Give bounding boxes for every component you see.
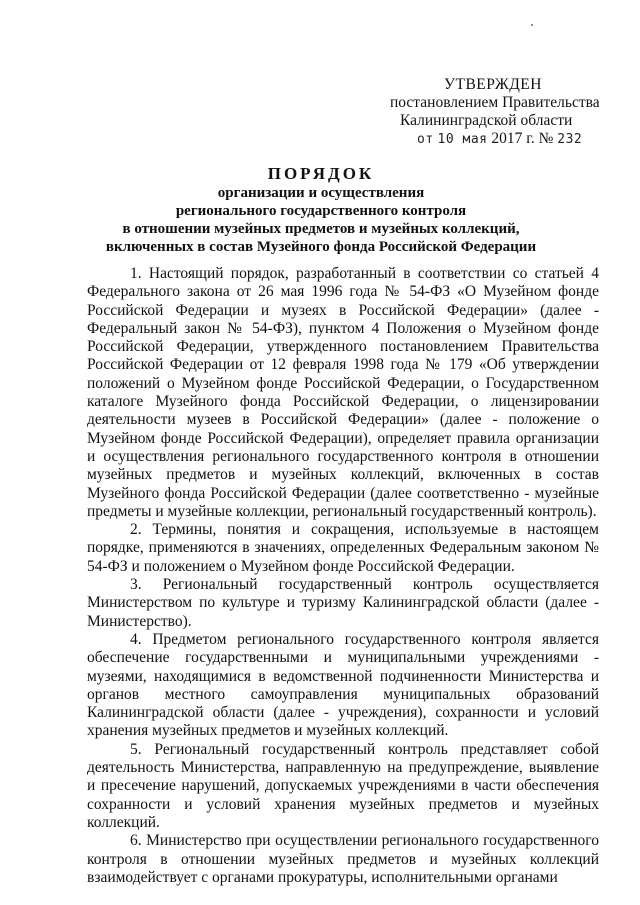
document-heading [88, 164, 554, 256]
date-prefix: от [417, 132, 434, 147]
approval-line-1: постановлением Правительства [390, 94, 600, 111]
paragraph-3: 3. Региональный государственный контроль осуществляется Министерством по культуре и туризму Калининградской области (далее - Министерство). [87, 576, 599, 630]
approval-stamp [372, 76, 612, 149]
heading-line-3: в отношении музейных предметов и музейных коллекций, [122, 221, 520, 237]
paragraph-1: 1. Настоящий порядок, разработанный в соответствии со статьей 4 Федерального закона от 26 мая 1996 года № 54-ФЗ «О Музейном фонде Российской Федерации и музеях в Российской Федерации» (далее - Федеральный закон № 54-ФЗ), пунктом 4 Положения о Музейном фонде Российской Федерации, утвержденного постановлением Правительства Российской Федерации от 12 февраля 1998 года № 179 «Об утверждении положений о Музейном фонде Российской Федерации, о Государственном каталоге Музейного фонда Российской Федерации, о лицензировании деятельности музеев в Российской Федерации» (далее - положение о Музейном фонде Российской Федерации), определяет правила организации и осуществления регионального государственного контроля в отношении музейных предметов и музейных коллекций, включенных в состав Музейного фонда Российской Федерации (далее соответственно - музейные предметы и музейные коллекции, региональный государственный контроль). [87, 265, 599, 520]
number-handwritten: 232 [557, 132, 583, 147]
paragraph-4: 4. Предметом регионального государственного контроля является обеспечение государственными и муниципальными учреждениями - музеями, находящимися в ведомственной подчиненности Министерства и органов местного самоуправления муниципальных образований Калининградской области (далее - учреждения), сохранности и условий хранения музейных предметов и музейных коллекций. [87, 630, 599, 740]
year-text: 2017 г. № [491, 130, 554, 147]
paragraph-2: 2. Термины, понятия и сокращения, используемые в настоящем порядке, применяются в значениях, определенных Федеральным законом № 54-ФЗ и положением о Музейном фонде Российской Федерации. [87, 521, 599, 575]
approval-line-2: Калининградской области [400, 112, 573, 129]
heading-line-2: регионального государственного контроля [175, 203, 467, 219]
heading-line-4: включенных в состав Музейного фонда Российской Федерации [105, 239, 537, 255]
document-body [87, 265, 599, 887]
heading-line-1: организации и осуществления [217, 185, 425, 201]
paragraph-5: 5. Региональный государственный контроль представляет собой деятельность Министерства, направленную на предупреждение, выявление и пресечение нарушений, допускаемых учреждениями в части обеспечения сохранности и условий хранения музейных предметов и музейных коллекций. [87, 740, 599, 831]
document-title: ПОРЯДОК [267, 164, 375, 183]
paragraph-6: 6. Министерство при осуществлении регионального государственного контроля в отношении музейных предметов и музейных коллекций взаимодействует с органами прокуратуры, исполнительными органами [87, 832, 599, 886]
scan-dot [531, 24, 533, 26]
approval-date [372, 130, 612, 149]
approval-title: УТВЕРЖДЕН [444, 76, 542, 93]
date-handwritten: 10 мая [437, 132, 488, 147]
